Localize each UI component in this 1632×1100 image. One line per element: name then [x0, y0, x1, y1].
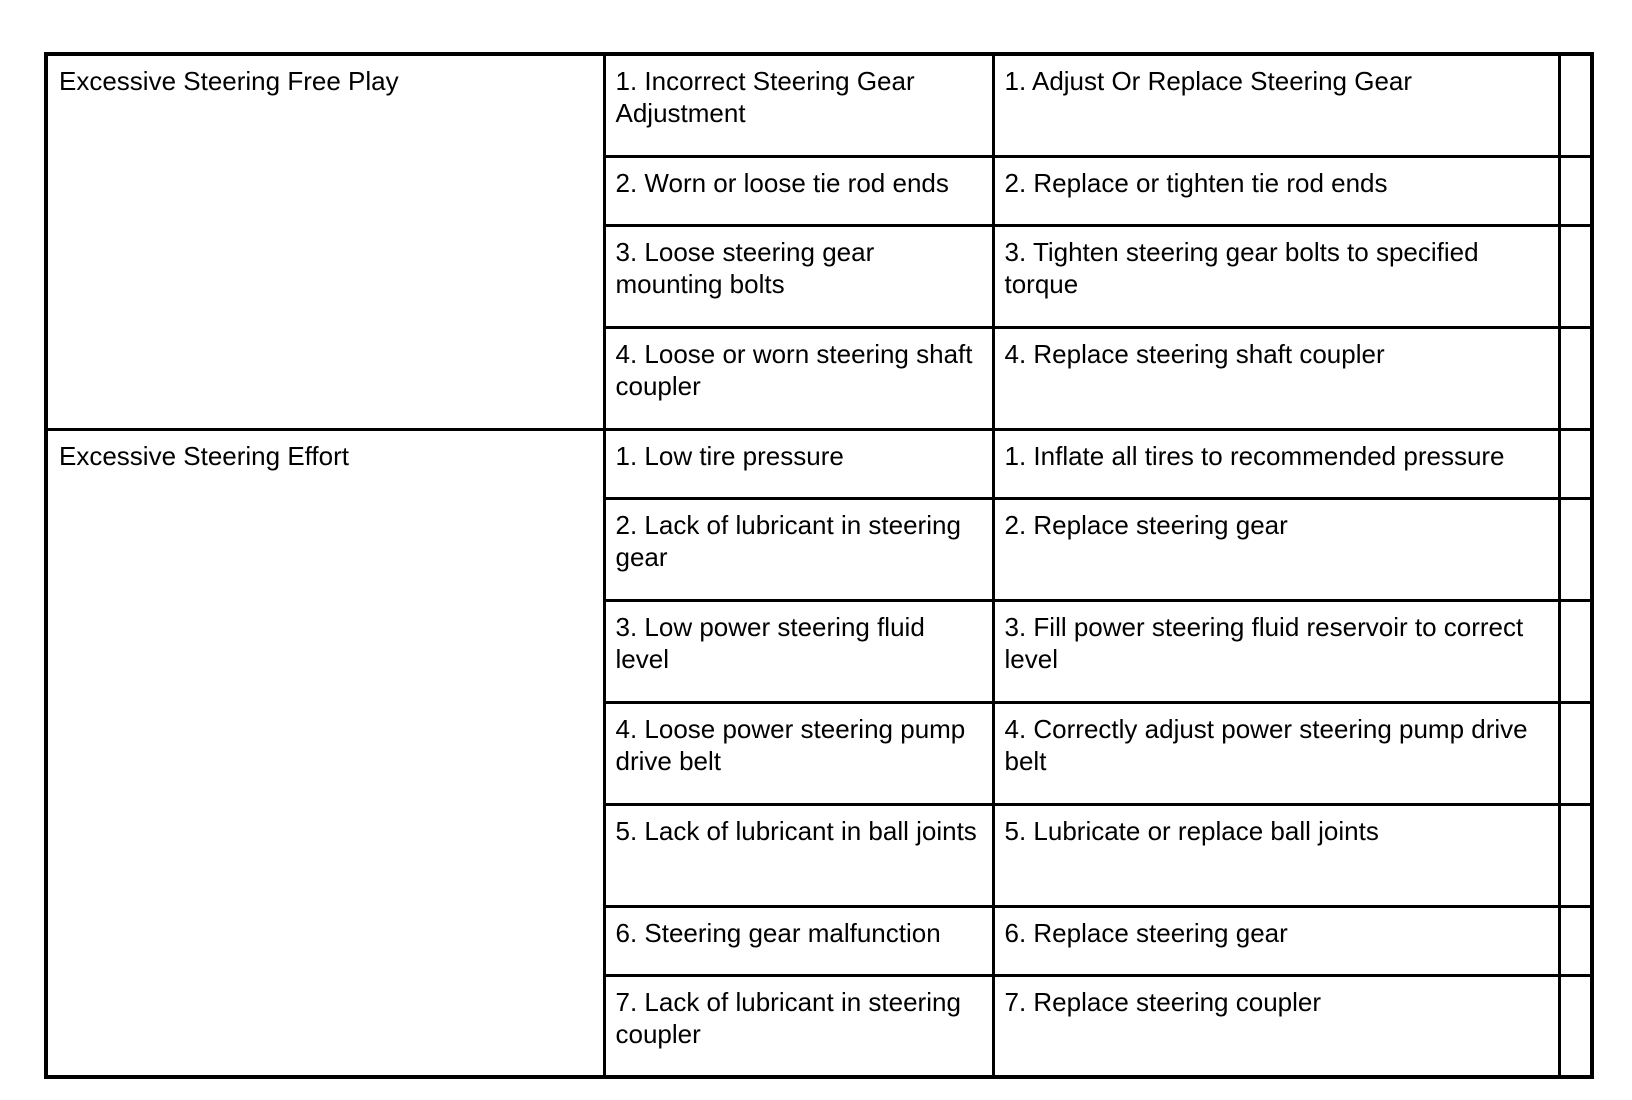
correction-cell: 3. Fill power steering fluid reservoir to correct level — [993, 600, 1559, 702]
cause-cell: 1. Incorrect Steering Gear Adjustment — [604, 54, 993, 156]
empty-cell — [1559, 429, 1592, 498]
empty-cell — [1559, 156, 1592, 225]
cause-cell: 2. Worn or loose tie rod ends — [604, 156, 993, 225]
diagnosis-table — [44, 52, 1594, 1079]
empty-cell — [1559, 804, 1592, 906]
condition-cell: Excessive Steering Free Play — [46, 54, 604, 429]
cause-cell: 5. Lack of lubricant in ball joints — [604, 804, 993, 906]
empty-cell — [1559, 600, 1592, 702]
correction-cell: 1. Adjust Or Replace Steering Gear — [993, 54, 1559, 156]
correction-cell: 7. Replace steering coupler — [993, 975, 1559, 1077]
empty-cell — [1559, 225, 1592, 327]
diagnosis-table-body — [46, 54, 1592, 1077]
empty-cell — [1559, 906, 1592, 975]
empty-cell — [1559, 702, 1592, 804]
table-row — [46, 54, 1592, 156]
cause-cell: 4. Loose power steering pump drive belt — [604, 702, 993, 804]
correction-cell: 1. Inflate all tires to recommended pressure — [993, 429, 1559, 498]
cause-cell: 3. Low power steering fluid level — [604, 600, 993, 702]
correction-cell: 5. Lubricate or replace ball joints — [993, 804, 1559, 906]
cause-cell: 1. Low tire pressure — [604, 429, 993, 498]
cause-cell: 4. Loose or worn steering shaft coupler — [604, 327, 993, 429]
empty-cell — [1559, 54, 1592, 156]
condition-cell: Excessive Steering Effort — [46, 429, 604, 1077]
empty-cell — [1559, 327, 1592, 429]
empty-cell — [1559, 498, 1592, 600]
correction-cell: 6. Replace steering gear — [993, 906, 1559, 975]
correction-cell: 4. Correctly adjust power steering pump drive belt — [993, 702, 1559, 804]
cause-cell: 2. Lack of lubricant in steering gear — [604, 498, 993, 600]
cause-cell: 7. Lack of lubricant in steering coupler — [604, 975, 993, 1077]
cause-cell: 6. Steering gear malfunction — [604, 906, 993, 975]
empty-cell — [1559, 975, 1592, 1077]
correction-cell: 2. Replace steering gear — [993, 498, 1559, 600]
cause-cell: 3. Loose steering gear mounting bolts — [604, 225, 993, 327]
correction-cell: 3. Tighten steering gear bolts to specified torque — [993, 225, 1559, 327]
correction-cell: 4. Replace steering shaft coupler — [993, 327, 1559, 429]
correction-cell: 2. Replace or tighten tie rod ends — [993, 156, 1559, 225]
table-row — [46, 429, 1592, 498]
